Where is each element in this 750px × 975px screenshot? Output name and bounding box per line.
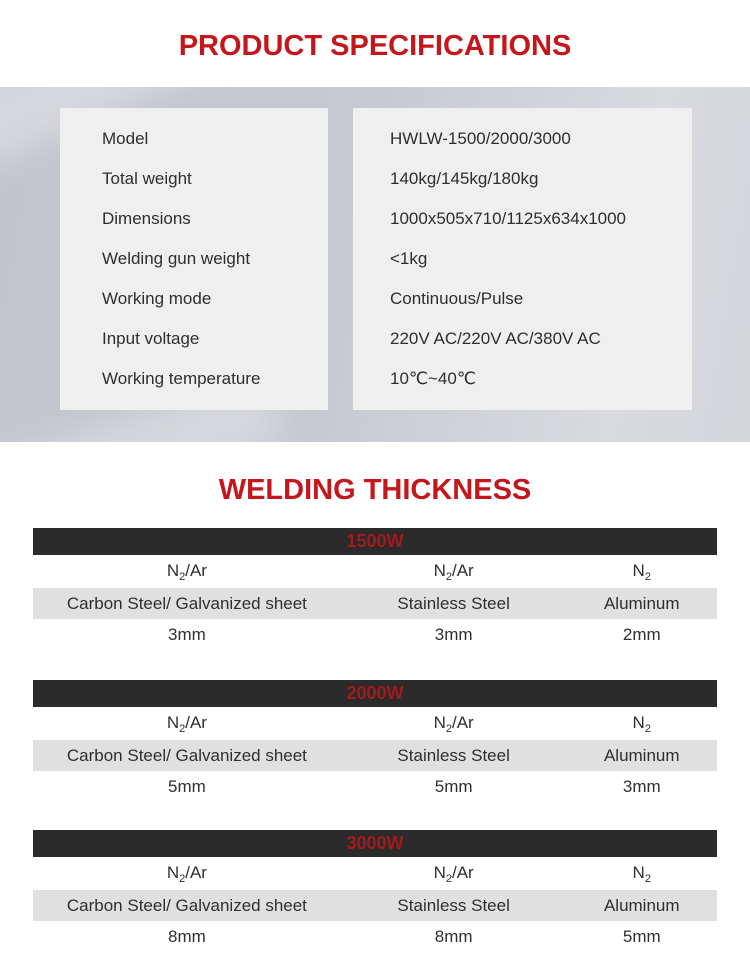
power-label: 2000W (346, 683, 404, 703)
gas-rest: /Ar (451, 862, 474, 882)
gas-base: N (632, 712, 645, 732)
welding-thickness-title: WELDING THICKNESS (218, 474, 532, 506)
gas-base: N (433, 560, 446, 580)
material-cell: Carbon Steel/ Galvanized sheet (66, 895, 307, 915)
spec-label-input-voltage: Input voltage (102, 329, 200, 348)
gas-rest: /Ar (451, 712, 474, 732)
thickness-table-3000w (33, 830, 717, 953)
spec-values-panel (353, 108, 692, 410)
thickness-cell: 2mm (622, 625, 661, 644)
gas-base: N (632, 862, 645, 882)
spec-value-welding-gun-weight: <1kg (390, 249, 428, 268)
thickness-row (33, 771, 717, 803)
gas-subscript: 2 (179, 570, 186, 583)
gas-cell (33, 863, 341, 885)
material-cell: Carbon Steel/ Galvanized sheet (66, 593, 307, 613)
gas-cell (341, 713, 567, 735)
gas-cell (567, 561, 717, 583)
power-header-1500w (33, 528, 717, 555)
gas-base: N (166, 862, 180, 882)
thickness-cell: 8mm (434, 927, 473, 946)
spec-value-total-weight: 140kg/145kg/180kg (390, 169, 539, 188)
thickness-table-1500w (33, 528, 717, 651)
thickness-cell: 8mm (168, 927, 206, 946)
gas-rest: /Ar (185, 712, 207, 732)
gas-rest: /Ar (451, 560, 474, 580)
power-label: 3000W (346, 833, 404, 853)
gas-base: N (166, 560, 180, 580)
gas-base: N (166, 712, 180, 732)
gas-cell (341, 863, 567, 885)
gas-subscript: 2 (179, 722, 186, 735)
thickness-cell: 3mm (434, 625, 473, 644)
gas-rest: /Ar (185, 862, 207, 882)
gas-cell (33, 713, 341, 735)
material-cell: Aluminum (603, 593, 680, 613)
specifications-section (0, 87, 750, 442)
spec-label-model: Model (102, 129, 149, 148)
spec-value-working-temperature: 10℃~40℃ (390, 369, 476, 388)
thickness-cell: 5mm (168, 777, 206, 796)
thickness-row (33, 921, 717, 953)
thickness-table-2000w (33, 680, 717, 803)
material-row (33, 890, 717, 921)
gas-cell (341, 561, 567, 583)
spec-value-model: HWLW-1500/2000/3000 (390, 129, 571, 148)
material-cell: Aluminum (603, 745, 680, 765)
gas-row (33, 707, 717, 740)
spec-value-dimensions: 1000x505x710/1125x634x1000 (390, 209, 627, 228)
gas-subscript: 2 (644, 570, 651, 583)
thickness-cell: 5mm (434, 777, 473, 796)
gas-subscript: 2 (445, 570, 452, 583)
spec-label-working-temperature: Working temperature (102, 369, 261, 388)
spec-value-input-voltage: 220V AC/220V AC/380V AC (390, 329, 601, 348)
gas-subscript: 2 (179, 872, 186, 885)
gas-subscript: 2 (644, 872, 651, 885)
gas-cell (567, 863, 717, 885)
thickness-row (33, 619, 717, 651)
gas-rest: /Ar (185, 560, 207, 580)
power-header-2000w (33, 680, 717, 707)
material-cell: Stainless Steel (397, 895, 510, 915)
spec-label-working-mode: Working mode (102, 289, 212, 308)
gas-subscript: 2 (644, 722, 651, 735)
page-title: PRODUCT SPECIFICATIONS (178, 30, 572, 62)
material-cell: Stainless Steel (397, 745, 510, 765)
gas-row (33, 555, 717, 588)
spec-label-welding-gun-weight: Welding gun weight (102, 249, 251, 268)
gas-cell (567, 713, 717, 735)
thickness-cell: 3mm (168, 625, 206, 644)
material-cell: Carbon Steel/ Galvanized sheet (66, 745, 307, 765)
material-row (33, 588, 717, 619)
gas-base: N (433, 862, 446, 882)
power-header-3000w (33, 830, 717, 857)
gas-row (33, 857, 717, 890)
spec-label-dimensions: Dimensions (102, 209, 191, 228)
gas-base: N (433, 712, 446, 732)
power-label: 1500W (346, 531, 404, 551)
gas-subscript: 2 (445, 872, 452, 885)
material-row (33, 740, 717, 771)
gas-subscript: 2 (445, 722, 452, 735)
spec-labels-panel (60, 108, 328, 410)
spec-value-working-mode: Continuous/Pulse (390, 289, 524, 308)
thickness-cell: 5mm (622, 927, 661, 946)
material-cell: Aluminum (603, 895, 680, 915)
thickness-cell: 3mm (622, 777, 661, 796)
gas-cell (33, 561, 341, 583)
spec-label-total-weight: Total weight (102, 169, 192, 188)
gas-base: N (632, 560, 645, 580)
material-cell: Stainless Steel (397, 593, 510, 613)
